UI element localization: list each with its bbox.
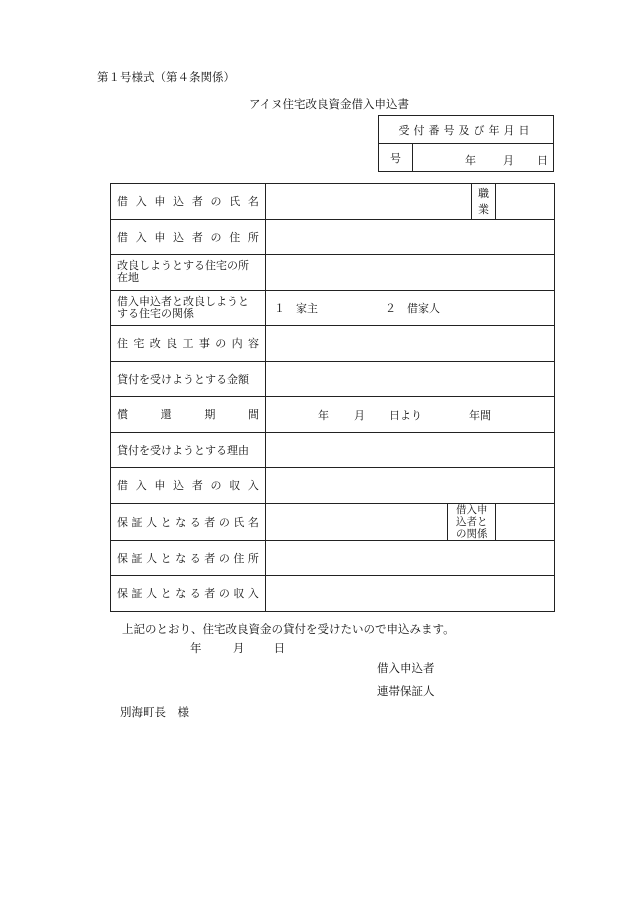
application-statement: 上記のとおり、住宅改良資金の貸付を受けたいので申込みます。	[122, 622, 455, 636]
date-month: 月	[232, 641, 245, 655]
repayment-from: 日より	[389, 409, 422, 422]
relation-field[interactable]	[266, 290, 555, 326]
repayment-year: 年	[318, 409, 329, 422]
guarantor-relation-label: 借入申込者との関係	[448, 503, 496, 540]
joint-guarantor-signature-label: 連帯保証人	[377, 684, 435, 698]
receipt-date-cell[interactable]	[413, 144, 554, 172]
receipt-number-label: 号	[379, 144, 413, 172]
relation-option-owner: １ 家主	[274, 301, 318, 315]
date-year: 年	[190, 641, 202, 655]
house-location-label: 改良しようとする住宅の所在地	[111, 255, 266, 291]
guarantor-address-label-text: 保 証 人 と な る 者 の 住 所	[117, 551, 259, 565]
repayment-years: 年間	[469, 409, 491, 422]
applicant-address-field[interactable]	[266, 219, 555, 255]
occupation-field[interactable]	[496, 184, 555, 220]
occupation-label: 職 業	[472, 184, 496, 220]
applicant-income-field[interactable]	[266, 468, 555, 504]
work-content-label-text: 住 宅 改 良 工 事 の 内 容	[117, 337, 259, 351]
loan-reason-label: 貸付を受けようとする理由	[111, 432, 266, 468]
receipt-box	[378, 115, 554, 172]
guarantor-relation-field[interactable]	[496, 503, 555, 540]
receipt-month-label: 月	[503, 154, 514, 167]
applicant-name-label	[111, 184, 266, 220]
repayment-month: 月	[354, 409, 365, 422]
repayment-period-label	[111, 397, 266, 433]
receipt-title: 受付番号及び年月日	[379, 116, 554, 144]
applicant-income-label	[111, 468, 266, 504]
loan-reason-field[interactable]	[266, 432, 555, 468]
applicant-income-label-text: 借 入 申 込 者 の 収 入	[117, 479, 259, 493]
application-form-table	[110, 183, 555, 612]
document-title: アイヌ住宅改良資金借入申込書	[249, 97, 409, 111]
repayment-period-field[interactable]	[266, 397, 555, 433]
guarantor-name-field[interactable]	[266, 503, 448, 540]
guarantor-name-label-text: 保 証 人 と な る 者 の 氏 名	[117, 515, 259, 529]
repayment-period-label-text: 償 還 期 間	[117, 408, 259, 422]
work-content-label	[111, 326, 266, 362]
loan-amount-label: 貸付を受けようとする金額	[111, 361, 266, 397]
applicant-name-field[interactable]	[266, 184, 472, 220]
guarantor-income-label-text: 保 証 人 と な る 者 の 収 入	[117, 587, 259, 601]
guarantor-name-label	[111, 503, 266, 540]
house-location-field[interactable]	[266, 255, 555, 291]
applicant-address-label-text: 借 入 申 込 者 の 住 所	[117, 230, 259, 244]
work-content-field[interactable]	[266, 326, 555, 362]
form-number-label: 第１号様式（第４条関係）	[97, 70, 235, 84]
date-day: 日	[273, 641, 286, 655]
guarantor-address-label	[111, 540, 266, 576]
applicant-name-label-text: 借 入 申 込 者 の 氏 名	[117, 195, 259, 209]
guarantor-income-field[interactable]	[266, 576, 555, 612]
relation-label: 借入申込者と改良しようとする住宅の関係	[111, 290, 266, 326]
receipt-day-label: 日	[537, 154, 548, 167]
applicant-address-label	[111, 219, 266, 255]
loan-amount-field[interactable]	[266, 361, 555, 397]
guarantor-income-label	[111, 576, 266, 612]
relation-option-tenant: ２ 借家人	[385, 301, 440, 315]
receipt-year-label: 年	[465, 154, 476, 167]
applicant-signature-label: 借入申込者	[377, 661, 435, 675]
guarantor-address-field[interactable]	[266, 540, 555, 576]
recipient-label: 別海町長 様	[120, 705, 189, 719]
application-date-line	[190, 640, 285, 656]
